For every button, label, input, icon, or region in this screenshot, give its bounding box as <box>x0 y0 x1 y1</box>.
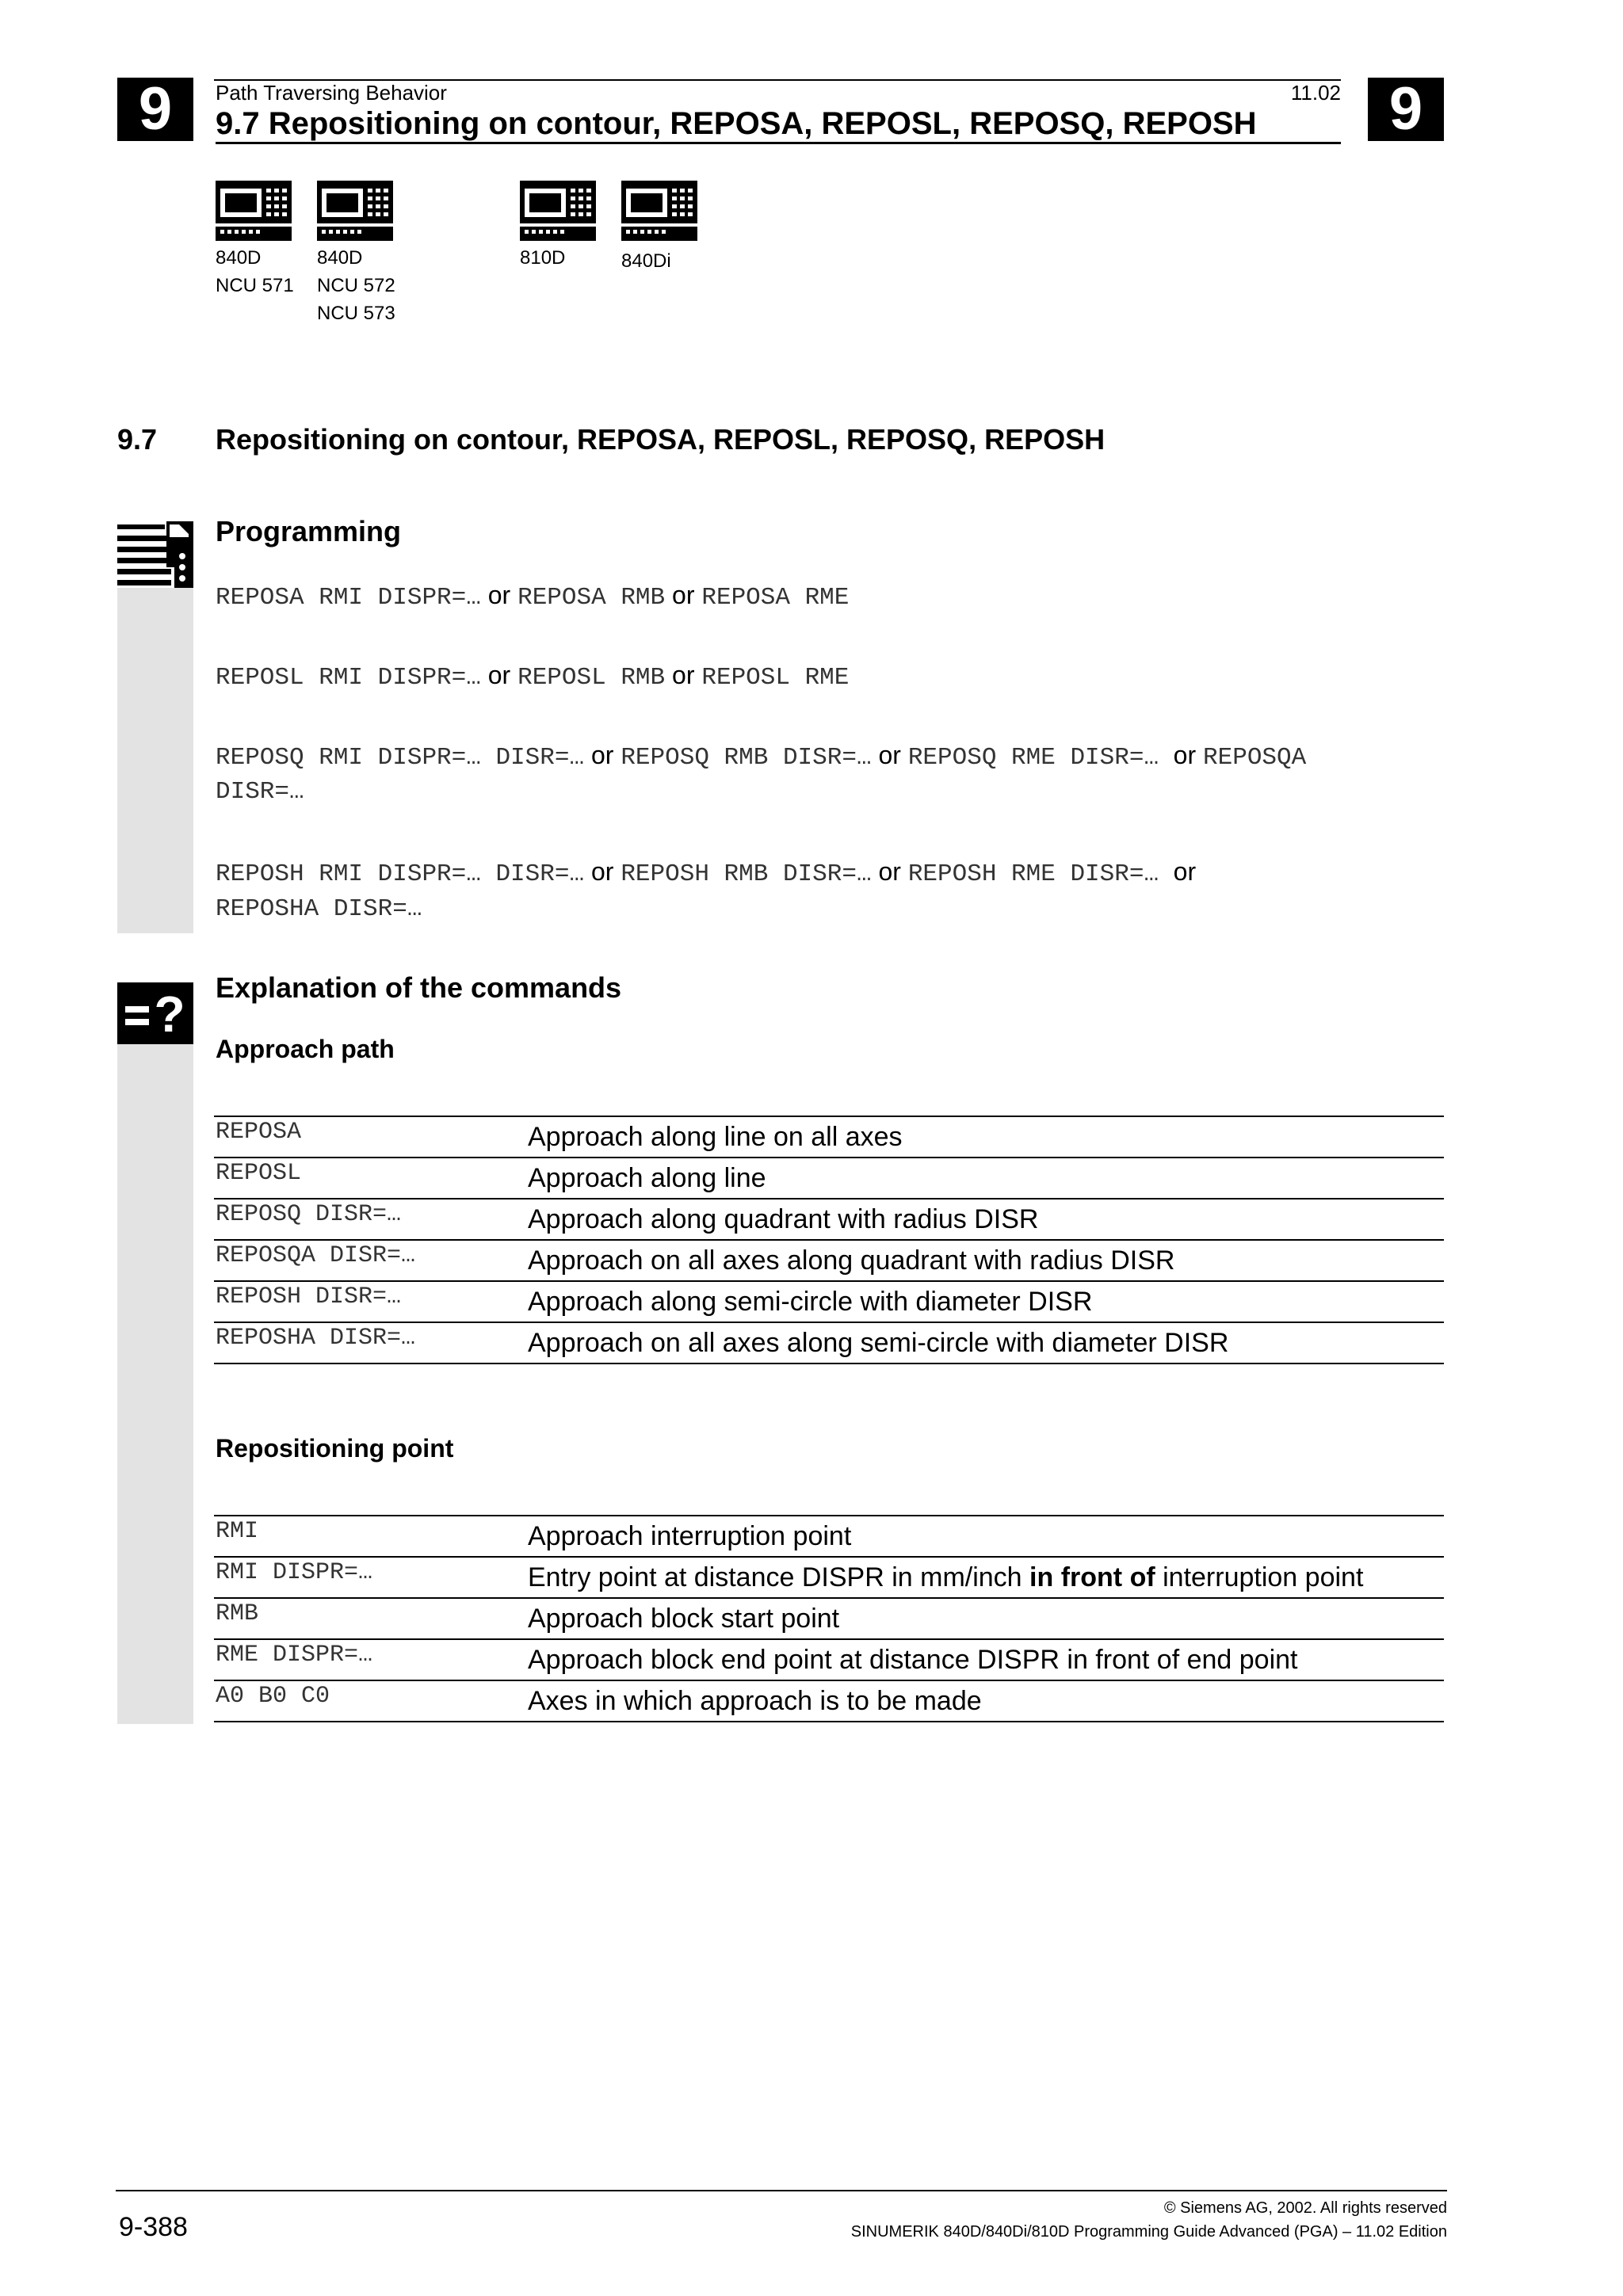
control-label: 840Di <box>621 250 671 272</box>
programming-line: DISR=… <box>216 778 304 806</box>
explanation-icon <box>117 982 193 1044</box>
table-row <box>214 1681 1444 1722</box>
programming-line: REPOSH RMI DISPR=… DISR=… or REPOSH RMB DISR=… or REPOSH RME DISR=… or <box>216 857 1197 888</box>
section-number: 9.7 <box>117 423 158 456</box>
approach-path-heading: Approach path <box>216 1035 395 1063</box>
programming-heading: Programming <box>216 515 402 547</box>
footer-edition: SINUMERIK 840D/840Di/810D Programming Guide Advanced (PGA) – 11.02 Edition <box>850 2223 1447 2241</box>
command-cell: RME DISPR=… <box>216 1642 373 1669</box>
table-row <box>214 1158 1444 1199</box>
table-row <box>214 1282 1444 1323</box>
command-cell: RMB <box>216 1600 259 1627</box>
control-panel-icon <box>621 181 697 241</box>
description-cell: Approach interruption point <box>528 1521 852 1551</box>
repositioning-point-table <box>214 1515 1444 1722</box>
programming-line: REPOSQ RMI DISPR=… DISR=… or REPOSQ RMB DISR=… or REPOSQ RME DISR=… or REPOSQA <box>216 741 1307 772</box>
command-cell: REPOSHA DISR=… <box>216 1325 416 1352</box>
programming-icon <box>117 520 193 588</box>
command-cell: RMI <box>216 1518 259 1545</box>
description-cell: Approach along line <box>528 1163 766 1193</box>
table-row <box>214 1117 1444 1158</box>
header-chapter-name: Path Traversing Behavior <box>216 81 447 105</box>
table-row <box>214 1599 1444 1640</box>
programming-line: REPOSL RMI DISPR=… or REPOSL RMB or REPOSL RME <box>216 661 850 692</box>
table-row <box>214 1199 1444 1241</box>
footer-copyright: © Siemens AG, 2002. All rights reserved <box>1163 2199 1447 2217</box>
command-cell: RMI DISPR=… <box>216 1559 373 1586</box>
programming-line: REPOSHA DISR=… <box>216 895 422 923</box>
table-row <box>214 1640 1444 1681</box>
margin-bar <box>117 583 193 933</box>
table-row <box>214 1516 1444 1558</box>
description-cell: Approach along quadrant with radius DISR <box>528 1204 1039 1234</box>
chapter-number-box-right <box>1368 75 1444 143</box>
explanation-heading: Explanation of the commands <box>216 971 622 1004</box>
description-cell: Approach along semi-circle with diameter DISR <box>528 1287 1093 1317</box>
description-cell: Approach block end point at distance DISPR in front of end point <box>528 1645 1298 1675</box>
description-cell: Approach block start point <box>528 1604 840 1634</box>
description-cell: Approach along line on all axes <box>528 1122 903 1152</box>
description-cell: Approach on all axes along semi-circle with diameter DISR <box>528 1328 1229 1358</box>
command-cell: REPOSQA DISR=… <box>216 1242 416 1269</box>
svg-text:?: ? <box>154 986 185 1043</box>
section-title: Repositioning on contour, REPOSA, REPOSL, REPOSQ, REPOSH <box>216 423 1106 456</box>
repositioning-point-heading: Repositioning point <box>216 1434 454 1463</box>
description-cell: Axes in which approach is to be made <box>528 1686 982 1716</box>
description-cell: Approach on all axes along quadrant with radius DISR <box>528 1245 1175 1276</box>
chapter-number: 9 <box>1388 75 1423 143</box>
control-panel-icon <box>520 181 596 241</box>
control-panel-icon <box>317 181 393 241</box>
control-label: 840D NCU 571 <box>216 247 294 296</box>
description-cell: Entry point at distance DISPR in mm/inch in front of interruption point <box>528 1562 1364 1592</box>
command-cell: A0 B0 C0 <box>216 1683 330 1710</box>
command-cell: REPOSL <box>216 1160 302 1187</box>
command-cell: REPOSA <box>216 1119 302 1146</box>
control-label: 810D <box>520 247 566 269</box>
table-row <box>214 1241 1444 1282</box>
margin-bar <box>117 1043 193 1724</box>
chapter-number: 9 <box>138 75 173 143</box>
table-row <box>214 1558 1444 1599</box>
approach-path-table <box>214 1116 1444 1364</box>
command-cell: REPOSH DISR=… <box>216 1283 402 1310</box>
chapter-number-box-left <box>117 75 193 143</box>
programming-line: REPOSA RMI DISPR=… or REPOSA RMB or REPOSA RME <box>216 581 850 612</box>
footer-rule <box>116 2190 1447 2191</box>
control-label: 840D NCU 572 NCU 573 <box>317 247 395 324</box>
control-panel-icon <box>216 181 292 241</box>
header-section-title: 9.7 Repositioning on contour, REPOSA, REPOSL, REPOSQ, REPOSH <box>216 106 1341 144</box>
table-row <box>214 1323 1444 1364</box>
command-cell: REPOSQ DISR=… <box>216 1201 402 1228</box>
header-version: 11.02 <box>1290 81 1341 105</box>
page-number: 9-388 <box>119 2212 188 2242</box>
